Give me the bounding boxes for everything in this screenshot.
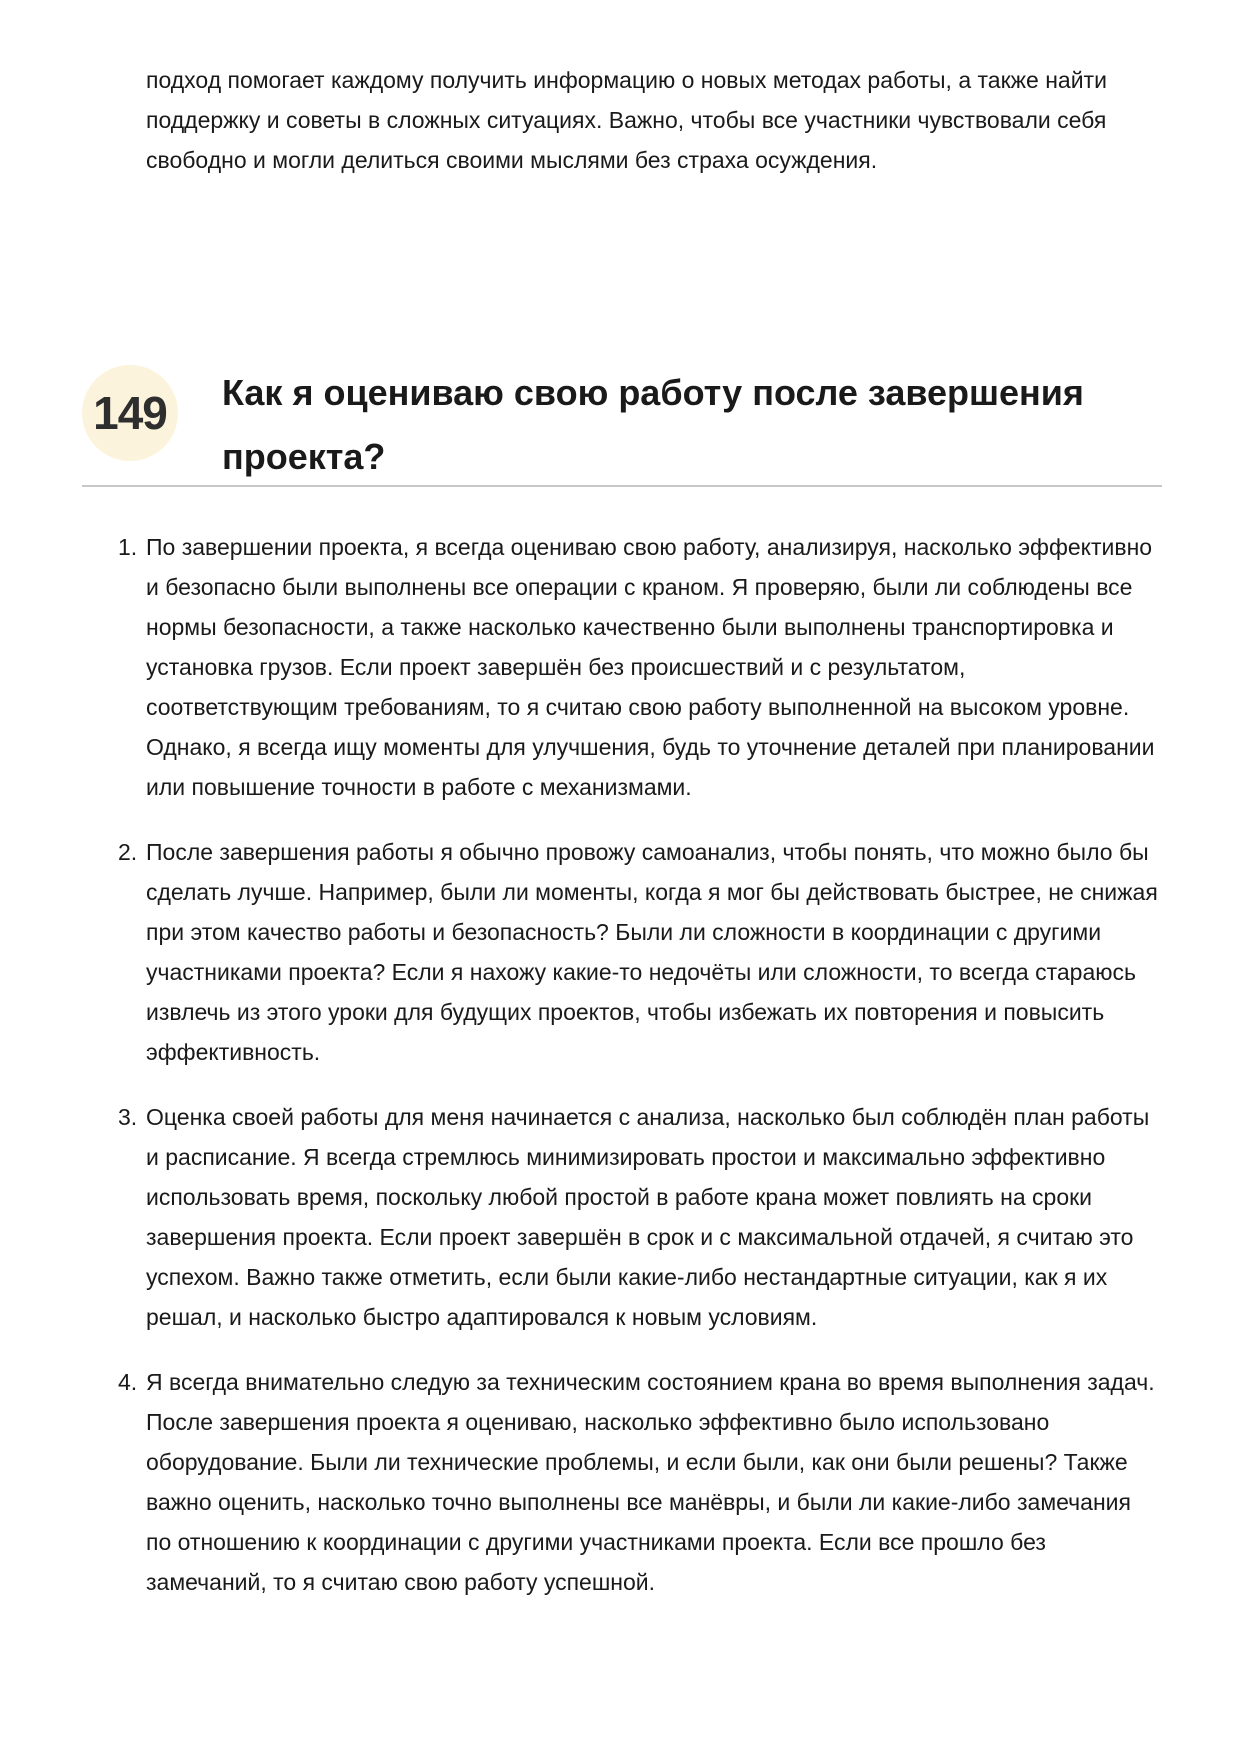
answer-item-1 (118, 527, 1158, 807)
question-title: Как я оцениваю свою работу после завершения проекта? (222, 372, 1084, 477)
answer-item-2 (118, 832, 1158, 1072)
answer-item-3 (118, 1097, 1158, 1337)
intro-paragraph: подход помогает каждому получить информацию о новых методах работы, а также найти поддержку и советы в сложных ситуациях. Важно, чтобы все участники чувствовали себя свободно и могли делиться своими мыслями без страха осуждения. (146, 67, 1107, 173)
answer-text: После завершения работы я обычно провожу самоанализ, чтобы понять, что можно было бы сделать лучше. Например, были ли моменты, когда я мог бы действовать быстрее, не снижая при этом качество работы и безопасность? Были ли сложности в координации с другими участниками проекта? Если я нахожу какие-то недочёты или сложности, то всегда стараюсь извлечь из этого уроки для будущих проектов, чтобы избежать их повторения и повысить эффективность. (146, 839, 1158, 1065)
answer-item-4 (118, 1362, 1158, 1602)
answer-list (118, 527, 1158, 1627)
question-header (82, 355, 1162, 487)
answer-number: 1. (118, 534, 138, 560)
answer-text: Оценка своей работы для меня начинается с анализа, насколько был соблюдён план работы и расписание. Я всегда стремлюсь минимизировать простои и максимально эффективно использовать время, поскольку любой простой в работе крана может повлиять на сроки завершения проекта. Если проект завершён в срок и с максимальной отдачей, я считаю это успехом. Важно также отметить, если были какие-либо нестандартные ситуации, как я их решал, и насколько быстро адаптировался к новым условиям. (146, 1104, 1150, 1330)
answer-number: 4. (118, 1369, 138, 1395)
answer-number: 3. (118, 1104, 138, 1130)
question-number-badge: 149 (82, 365, 178, 461)
answer-text: По завершении проекта, я всегда оцениваю свою работу, анализируя, насколько эффективно и безопасно были выполнены все операции с краном. Я проверяю, были ли соблюдены все нормы безопасности, а также насколько качественно были выполнены транспортировка и установка грузов. Если проект завершён без происшествий и с результатом, соответствующим требованиям, то я считаю свою работу выполненной на высоком уровне. Однако, я всегда ищу моменты для улучшения, будь то уточнение деталей при планировании или повышение точности в работе с механизмами. (146, 534, 1155, 800)
answer-text: Я всегда внимательно следую за техническим состоянием крана во время выполнения задач. После завершения проекта я оцениваю, насколько эффективно было использовано оборудование. Были ли технические проблемы, и если были, как они были решены? Также важно оценить, насколько точно выполнены все манёвры, и были ли какие-либо замечания по отношению к координации с другими участниками проекта. Если все прошло без замечаний, то я считаю свою работу успешной. (146, 1369, 1155, 1595)
answer-number: 2. (118, 839, 138, 865)
